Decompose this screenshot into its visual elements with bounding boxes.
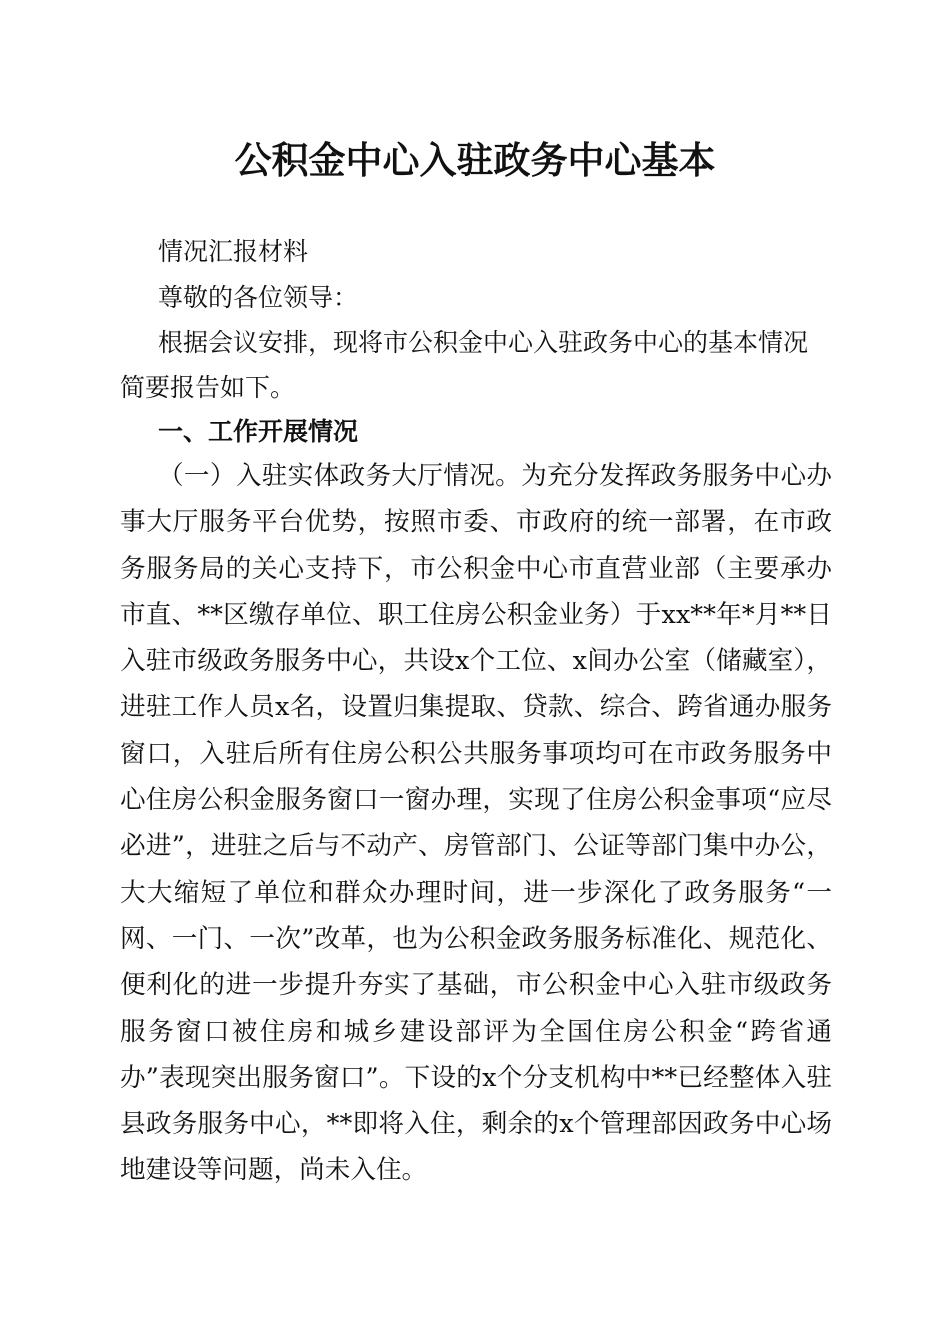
intro-paragraph-line-1: 根据会议安排，现将市公积金中心入驻政务中心的基本情况 bbox=[158, 328, 809, 357]
section-heading-1: 一、工作开展情况 bbox=[158, 417, 359, 446]
intro-paragraph-line-2: 简要报告如下。 bbox=[120, 373, 296, 402]
salutation: 尊敬的各位领导： bbox=[158, 283, 359, 312]
document-title: 公积金中心入驻政务中心基本 bbox=[234, 138, 716, 182]
subsection-1-paragraph bbox=[120, 453, 832, 1194]
subsection-1-lead: （一）入驻实体政务大厅情况。 bbox=[158, 461, 522, 491]
subsection-1-body: 为充分发挥政务服务中心办事大厅服务平台优势，按照市委、市政府的统一部署，在市政务服务局的关心支持下，市公积金中心市直营业部（主要承办市直、**区缴存单位、职工住房公积金业务）于xx**年*月**日入驻市级政务服务中心，共设x个工位、x间办公室（储藏室），进驻工作人员x名，设置归集提取、贷款、综合、跨省通办服务窗口，入驻后所有住房公积公共服务事项均可在市政务服务中心住房公积金服务窗口一窗办理，实现了住房公积金事项“应尽必进”，进驻之后与不动产、房管部门、公证等部门集中办公，大大缩短了单位和群众办理时间，进一步深化了政务服务“一网、一门、一次”改革，也为公积金政务服务标准化、规范化、便利化的进一步提升夯实了基础，市公积金中心入驻市级政务服务窗口被住房和城乡建设部评为全国住房公积金“跨省通办”表现突出服务窗口”。下设的x个分支机构中**已经整体入驻县政务服务中心，**即将入住，剩余的x个管理部因政务中心场地建设等问题，尚未入住。 bbox=[120, 461, 832, 1186]
document-subtitle: 情况汇报材料 bbox=[158, 237, 309, 266]
